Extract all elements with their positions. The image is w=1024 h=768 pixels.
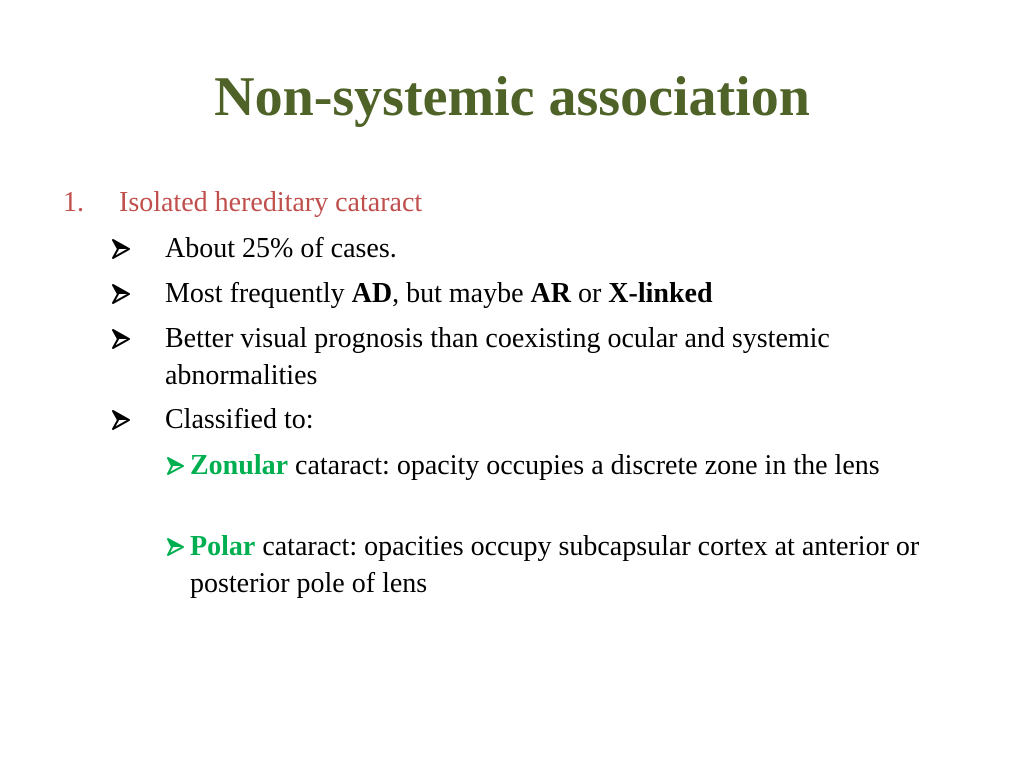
bullet-visual-prognosis: Better visual prognosis than coexisting ocular and systemic abnormalities bbox=[165, 323, 830, 391]
arrowhead-bullet-icon bbox=[111, 409, 131, 433]
inheritance-text-1: Most frequently bbox=[165, 278, 352, 309]
polar-description: cataract: opacities occupy subcapsular cortex at anterior or posterior pole of lens bbox=[190, 531, 920, 599]
keyword-zonular: Zonular bbox=[190, 450, 289, 481]
bullet-inheritance bbox=[165, 275, 885, 312]
numbered-item-marker: 1. bbox=[63, 187, 84, 218]
zonular-description: cataract: opacity occupies a discrete zone in the lens bbox=[288, 450, 880, 481]
sub-bullet-zonular bbox=[190, 447, 950, 484]
arrowhead-bullet-icon bbox=[111, 328, 131, 352]
bullet-about-cases: About 25% of cases. bbox=[165, 233, 397, 264]
inheritance-x-linked: X-linked bbox=[608, 278, 713, 309]
numbered-item-text: Isolated hereditary cataract bbox=[119, 187, 423, 218]
bullet-classified: Classified to: bbox=[165, 404, 314, 435]
arrowhead-bullet-icon bbox=[111, 283, 131, 307]
green-arrowhead-bullet-icon bbox=[166, 537, 186, 559]
arrowhead-bullet-icon bbox=[111, 238, 131, 262]
green-arrowhead-bullet-icon bbox=[166, 456, 186, 478]
slide-title: Non-systemic association bbox=[214, 66, 810, 128]
inheritance-ad: AD bbox=[351, 278, 393, 309]
keyword-polar: Polar bbox=[190, 531, 256, 562]
inheritance-ar: AR bbox=[530, 278, 571, 309]
inheritance-text-2: , but maybe bbox=[392, 278, 531, 309]
sub-bullet-polar bbox=[190, 528, 950, 602]
inheritance-text-3: or bbox=[570, 278, 609, 309]
